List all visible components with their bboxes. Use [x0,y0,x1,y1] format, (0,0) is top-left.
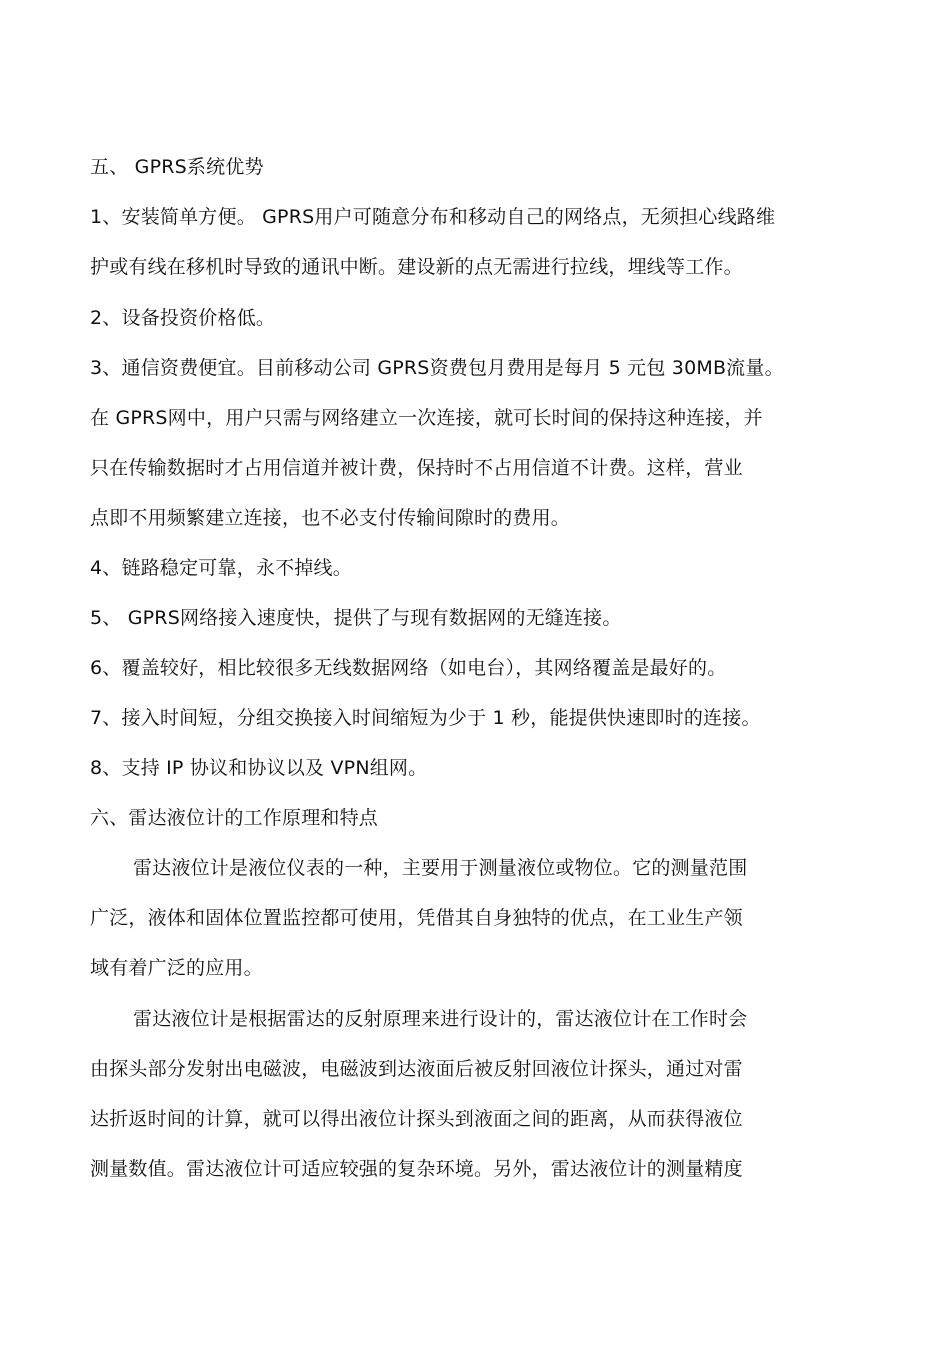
section-heading-gprs-advantages: 五、 GPRS系统优势 [90,156,264,178]
paragraph-line: 护或有线在移机时导致的通讯中断。建设新的点无需进行拉线，埋线等工作。 [90,256,743,278]
paragraph-line: 达折返时间的计算，就可以得出液位计探头到液面之间的距离，从而获得液位 [90,1108,743,1130]
paragraph-line: 点即不用频繁建立连接，也不必支付传输间隙时的费用。 [90,507,571,529]
paragraph-line: 3、通信资费便宜。目前移动公司 GPRS资费包月费用是每月 5 元包 30MB流量。 [90,357,784,379]
paragraph-line: 1、安装简单方便。 GPRS用户可随意分布和移动自己的网络点，无须担心线路维 [90,206,776,228]
paragraph-line: 由探头部分发射出电磁波，电磁波到达液面后被反射回液位计探头，通过对雷 [90,1058,743,1080]
paragraph-line: 广泛，液体和固体位置监控都可使用，凭借其自身独特的优点，在工业生产领 [90,907,743,929]
paragraph-line: 测量数值。雷达液位计可适应较强的复杂环境。另外，雷达液位计的测量精度 [90,1158,743,1180]
paragraph-line: 雷达液位计是根据雷达的反射原理来进行设计的，雷达液位计在工作时会 [133,1008,748,1030]
paragraph-line: 只在传输数据时才占用信道并被计费，保持时不占用信道不计费。这样，营业 [90,457,743,479]
paragraph-line: 4、链路稳定可靠，永不掉线。 [90,557,352,579]
section-heading-radar-level-meter: 六、雷达液位计的工作原理和特点 [90,807,379,829]
paragraph-line: 5、 GPRS网络接入速度快，提供了与现有数据网的无缝连接。 [90,607,622,629]
paragraph-line: 8、支持 IP 协议和协议以及 VPN组网。 [90,757,428,779]
paragraph-line: 雷达液位计是液位仪表的一种，主要用于测量液位或物位。它的测量范围 [133,857,748,879]
paragraph-line: 7、接入时间短，分组交换接入时间缩短为少于 1 秒，能提供快速即时的连接。 [90,707,761,729]
paragraph-line: 2、设备投资价格低。 [90,307,276,329]
paragraph-line: 域有着广泛的应用。 [90,957,263,979]
paragraph-line: 6、覆盖较好，相比较很多无线数据网络（如电台），其网络覆盖是最好的。 [90,657,727,679]
paragraph-line: 在 GPRS网中，用户只需与网络建立一次连接，就可长时间的保持这种连接，并 [90,407,763,429]
